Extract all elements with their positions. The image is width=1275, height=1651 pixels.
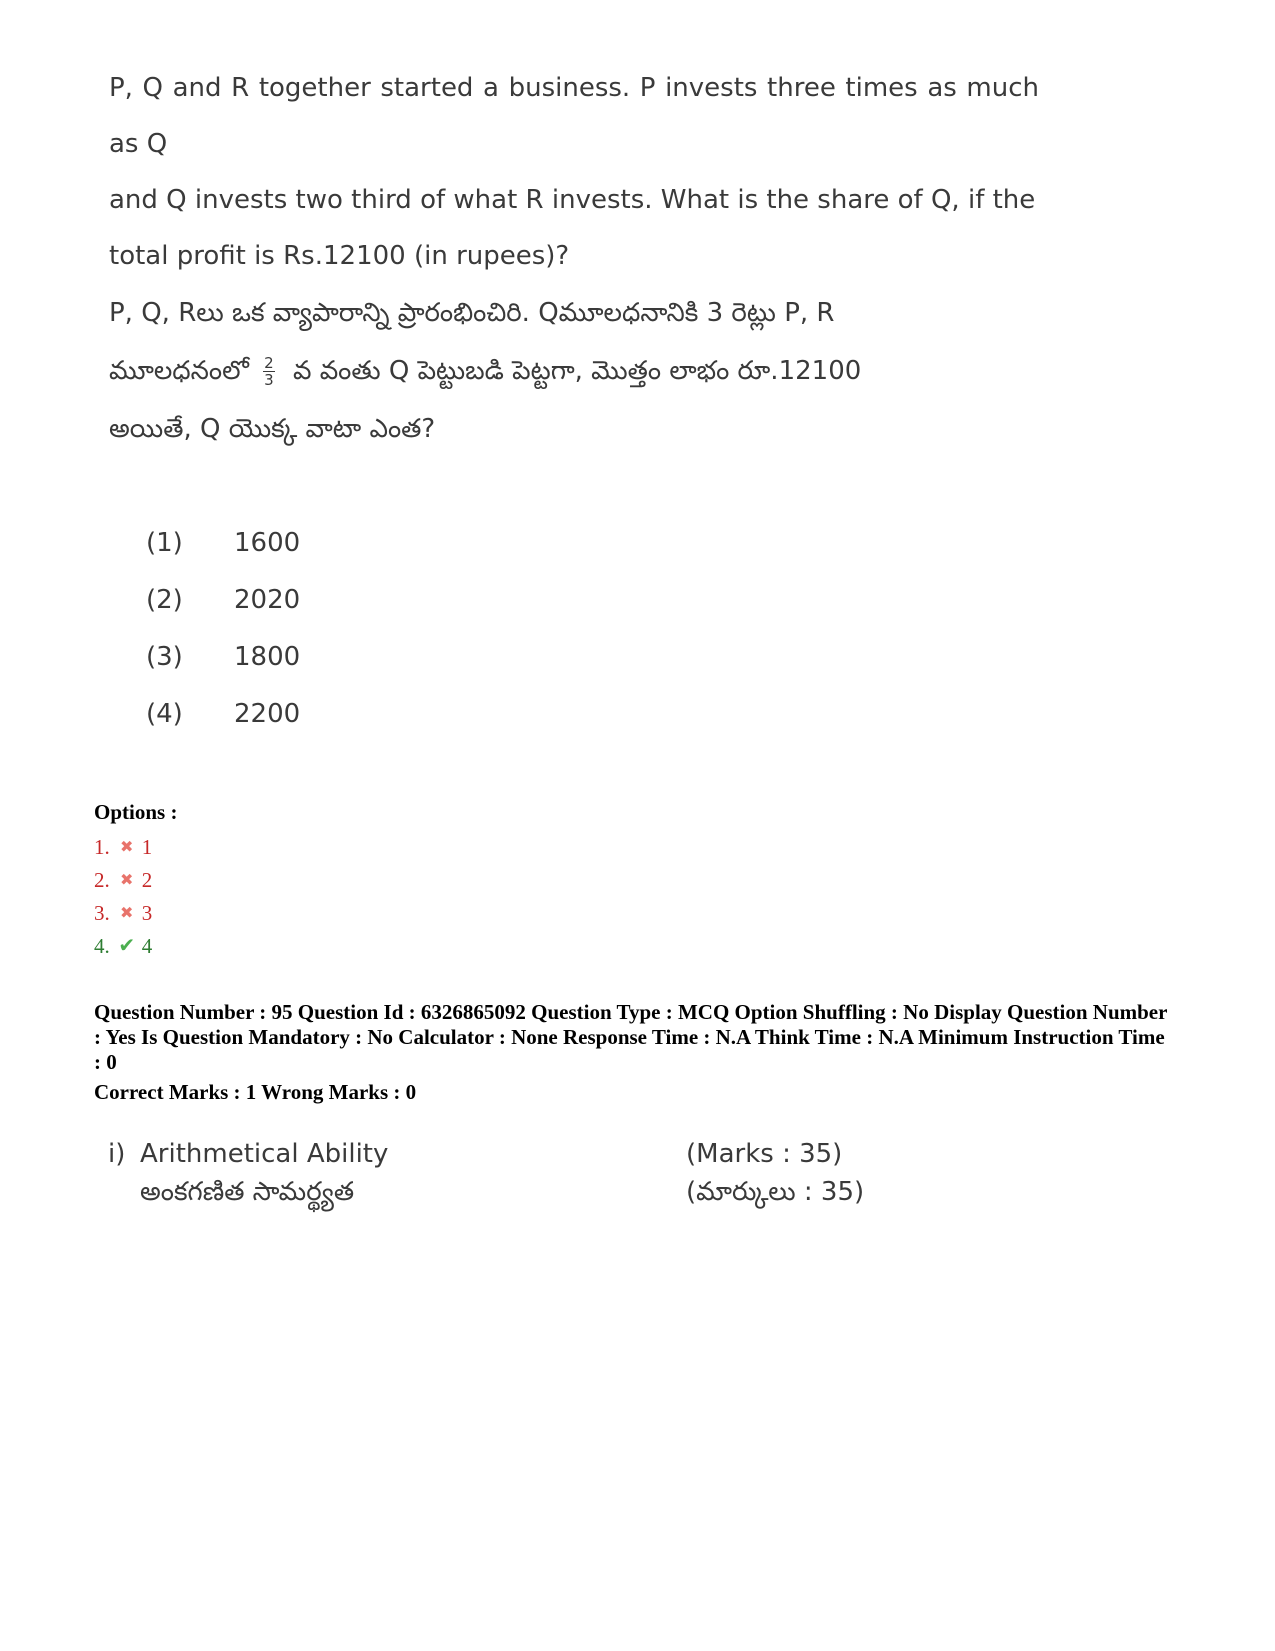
choice-value: 2020 [234, 585, 301, 615]
section-marks-english: (Marks : 35) [686, 1139, 843, 1169]
option-item [94, 897, 177, 930]
answer-choice [146, 699, 300, 756]
choice-number: (1) [146, 528, 183, 558]
telugu-text: మూలధనంలో [109, 356, 249, 386]
telugu-text: వ వంతు Q పెట్టుబడి పెట్టగా, మొత్తం లాభం రూ.12100 [292, 356, 862, 386]
question-metadata [94, 1000, 1174, 1105]
cross-icon: ✖ [120, 872, 134, 889]
answer-choice [146, 642, 300, 699]
option-number: 1. [94, 835, 110, 859]
option-value: 4 [141, 934, 153, 958]
option-value: 2 [141, 868, 153, 892]
option-number: 4. [94, 934, 110, 958]
section-heading [108, 1139, 908, 1215]
option-value: 1 [141, 835, 153, 859]
question-english [109, 60, 1039, 284]
fraction-numerator: 2 [264, 354, 274, 372]
question-details: Question Number : 95 Question Id : 6326865092 Question Type : MCQ Option Shuffling : No Display Question Number : Yes Is Question Mandatory : No Calculator : None Response Time : N.A Think Time : N.A Minimum Instruction Time : 0 [94, 1000, 1168, 1074]
marks-info: Correct Marks : 1 Wrong Marks : 0 [94, 1080, 417, 1104]
section-row-telugu [108, 1177, 908, 1215]
question-telugu-line: P, Q, Rలు ఒక వ్యాపారాన్ని ప్రారంభించిరి. Qమూలధనానికి 3 రెట్లు P, R [109, 298, 835, 328]
option-number: 3. [94, 901, 110, 925]
choice-value: 1600 [234, 528, 301, 558]
answer-choice [146, 528, 300, 585]
question-english-line: and Q invests two third of what R invests. What is the share of Q, if the [109, 185, 1036, 215]
choice-value: 1800 [234, 642, 301, 672]
option-number: 2. [94, 868, 110, 892]
option-item [94, 864, 177, 897]
section-marks-telugu: (మార్కులు : 35) [686, 1177, 865, 1207]
choice-number: (2) [146, 585, 183, 615]
cross-icon: ✖ [120, 905, 134, 922]
option-item [94, 831, 177, 864]
section-title-english: Arithmetical Ability [140, 1139, 389, 1169]
option-value: 3 [141, 901, 153, 925]
question-telugu [109, 284, 1039, 458]
fraction-denominator: 3 [264, 371, 274, 389]
answer-choice [146, 585, 300, 642]
cross-icon: ✖ [120, 839, 134, 856]
option-item [94, 930, 177, 963]
section-title-telugu: అంకగణిత సామర్థ్యత [140, 1177, 355, 1207]
section-number: i) [108, 1139, 126, 1169]
question-english-line: P, Q and R together started a business. P invests three times as much as Q [109, 73, 1039, 159]
question-english-line: total profit is Rs.12100 (in rupees)? [109, 241, 570, 271]
fraction [263, 355, 275, 388]
choice-number: (4) [146, 699, 183, 729]
choice-value: 2200 [234, 699, 301, 729]
question-telugu-line: అయితే, Q యొక్క వాటా ఎంత? [109, 414, 436, 444]
choice-number: (3) [146, 642, 183, 672]
options-list [94, 800, 177, 963]
answer-choices [146, 528, 300, 756]
options-header: Options : [94, 800, 178, 824]
question-telugu-line [109, 342, 1039, 400]
check-icon: ✔ [118, 935, 136, 957]
section-row-english [108, 1139, 908, 1177]
